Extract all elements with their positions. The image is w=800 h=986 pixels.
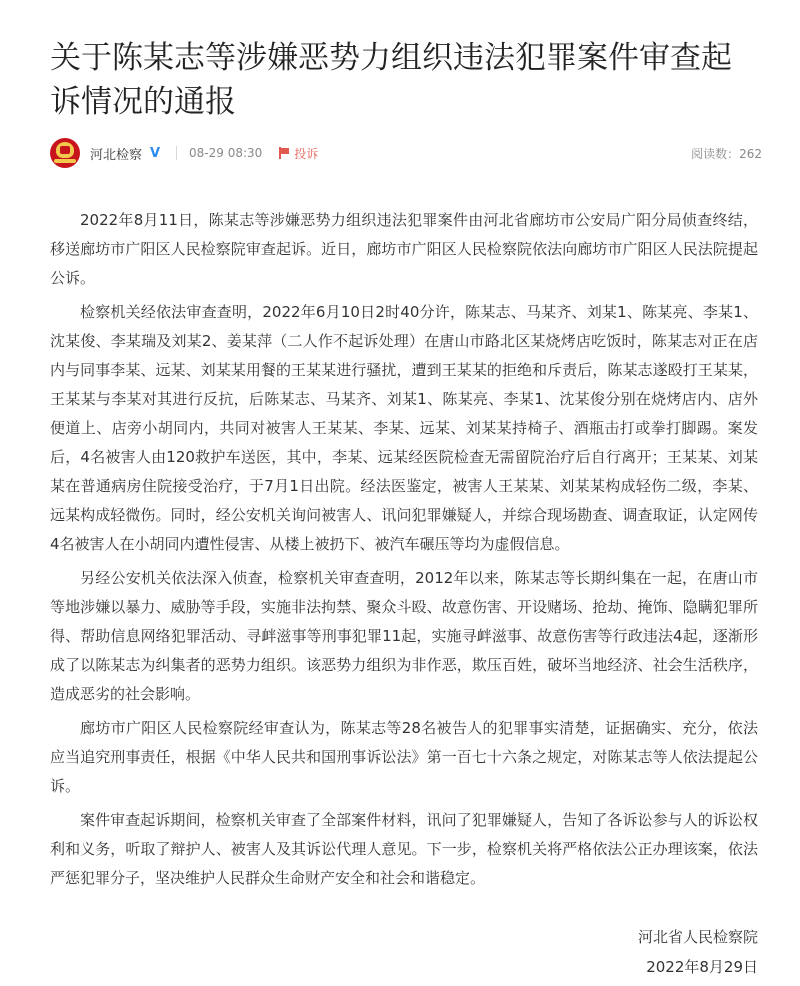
signature-org: 河北省人民检察院 bbox=[637, 928, 758, 946]
article-body bbox=[50, 206, 758, 898]
flag-icon[interactable] bbox=[278, 147, 290, 159]
paragraph: 2022年8月11日，陈某志等涉嫌恶势力组织违法犯罪案件由河北省廊坊市公安局广阳分局侦查终结，移送廊坊市广阳区人民检察院审查起诉。近日，廊坊市广阳区人民检察院依法向廊坊市广阳区人民法院提起公诉。 bbox=[50, 211, 758, 287]
signature-date: 2022年8月29日 bbox=[646, 958, 758, 976]
paragraph: 案件审查起诉期间，检察机关审查了全部案件材料，讯问了犯罪嫌疑人，告知了各诉讼参与人的诉讼权利和义务，听取了辩护人、被害人及其诉讼代理人意见。下一步，检察机关将严格依法公正办理该案，依法严惩犯罪分子，坚决维护人民群众生命财产安全和社会和谐稳定。 bbox=[50, 811, 758, 887]
report-link[interactable]: 投诉 bbox=[294, 146, 319, 161]
procuratorate-emblem-icon[interactable] bbox=[50, 138, 80, 168]
paragraph: 廊坊市广阳区人民检察院经审查认为，陈某志等28名被告人的犯罪事实清楚，证据确实、充分，依法应当追究刑事责任，根据《中华人民共和国刑事诉讼法》第一百七十六条之规定，对陈某志等人依法提起公诉。 bbox=[50, 719, 758, 795]
paragraph: 另经公安机关依法深入侦查，检察机关审查查明，2012年以来，陈某志等长期纠集在一起，在唐山市等地涉嫌以暴力、威胁等手段，实施非法拘禁、聚众斗殴、故意伤害、开设赌场、抢劫、掩饰、隐瞒犯罪所得、帮助信息网络犯罪活动、寻衅滋事等刑事犯罪11起，实施寻衅滋事、故意伤害等行政违法4起，逐渐形成了以陈某志为纠集者的恶势力组织。该恶势力组织为非作恶，欺压百姓，破坏当地经济、社会生活秩序，造成恶劣的社会影响。 bbox=[50, 569, 758, 703]
verified-badge-icon: V bbox=[149, 145, 161, 161]
publish-time: 08-29 08:30 bbox=[189, 146, 263, 160]
signature-block bbox=[638, 922, 758, 982]
article-title: 关于陈某志等涉嫌恶势力组织违法犯罪案件审查起诉情况的通报 bbox=[50, 40, 732, 120]
author-name[interactable]: 河北检察 bbox=[90, 147, 143, 163]
paragraph: 检察机关经依法审查查明，2022年6月10日2时40分许，陈某志、马某齐、刘某1、陈某亮、李某1、沈某俊、李某瑞及刘某2、姜某萍（二人作不起诉处理）在唐山市路北区某烧烤店吃饭时，陈某志对正在店内与同事李某、远某、刘某某用餐的王某某进行骚扰，遭到王某某的拒绝和斥责后，陈某志遂殴打王某某，王某某与李某对其进行反抗，后陈某志、马某齐、刘某1、陈某亮、李某1、沈某俊分别在烧烤店内、店外便道上、店旁小胡同内，共同对被害人王某某、李某、远某、刘某某持椅子、酒瓶击打或拳打脚踢。案发后，4名被害人由120救护车送医，其中，李某、远某经医院检查无需留院治疗后自行离开；王某某、刘某某在普通病房住院接受治疗，于7月1日出院。经法医鉴定，被害人王某某、刘某某构成轻伤二级，李某、远某构成轻微伤。同时，经公安机关询问被害人、讯问犯罪嫌疑人，并综合现场勘查、调查取证，认定网传4名被害人在小胡同内遭性侵害、从楼上被扔下、被汽车碾压等均为虚假信息。 bbox=[50, 303, 758, 553]
meta-divider bbox=[176, 146, 177, 160]
article-meta-bar bbox=[50, 136, 762, 170]
read-count: 阅读数：262 bbox=[691, 146, 762, 161]
